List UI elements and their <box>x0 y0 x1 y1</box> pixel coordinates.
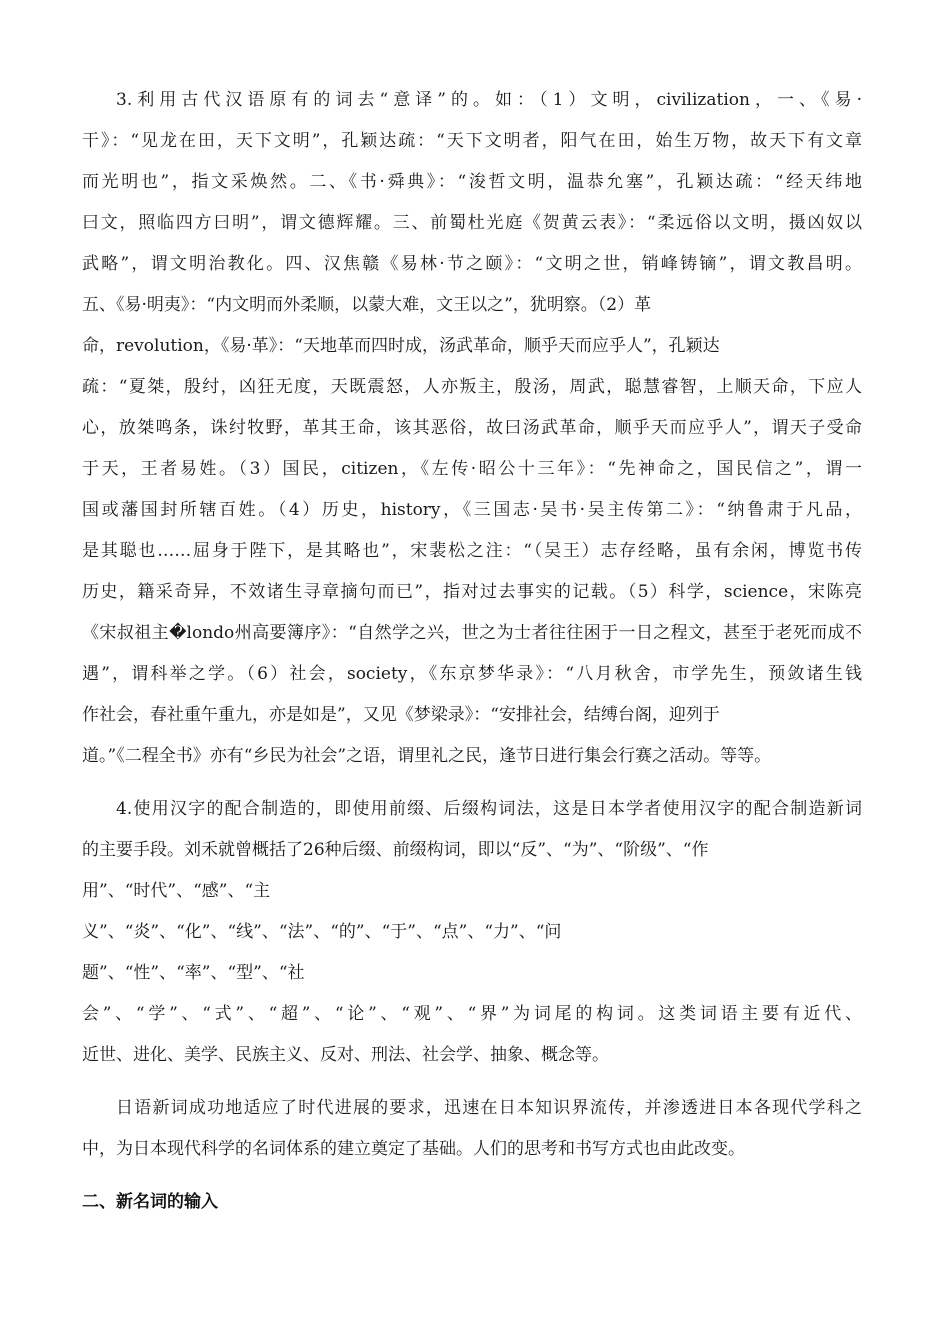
text-line: 干》：“见龙在田，天下文明”，孔颖达疏：“天下文明者，阳气在田，始生万物，故天下有文章 <box>82 131 862 151</box>
text-line: 的主要手段。刘禾就曾概括了26种后缀、前缀构词，即以“反”、“为”、“阶级”、“作 <box>82 840 709 860</box>
text-line: 4.使用汉字的配合制造的，即使用前缀、后缀构词法，这是日本学者使用汉字的配合制造新词 <box>116 799 862 819</box>
text-line: 题”、“性”、“率”、“型”、“社 <box>82 963 305 983</box>
text-line: 日语新词成功地适应了时代进展的要求，迅速在日本知识界流传，并渗透进日本各现代学科之 <box>116 1098 862 1118</box>
text-line: 武略”，谓文明治教化。四、汉焦赣《易林·节之颐》：“文明之世，销峰铸镝”，谓文教昌明。 <box>82 254 862 274</box>
text-line: 道。”《二程全书》亦有“乡民为社会”之语，谓里礼之民，逢节日进行集会行赛之活动。等等。 <box>82 746 772 766</box>
text-line: 命，revolution，《易·革》：“天地革而四时成，汤武革命，顺乎天而应乎人”，孔颖达 <box>82 336 720 356</box>
paragraph-spacer <box>82 777 862 789</box>
text-line: 3.利用古代汉语原有的词去“意译”的。如：（1）文明，civilization，一、《易· <box>116 90 862 110</box>
document-page <box>82 80 862 1223</box>
text-line: 曰文，照临四方曰明”，谓文德辉耀。三、前蜀杜光庭《贺黄云表》：“柔远俗以文明，摄凶奴以 <box>82 213 862 233</box>
text-line: 于天，王者易姓。（3）国民，citizen，《左传·昭公十三年》：“先神命之，国民信之”，谓一 <box>82 459 862 479</box>
text-line: 近世、进化、美学、民族主义、反对、刑法、社会学、抽象、概念等。 <box>82 1045 609 1065</box>
section-heading: 二、新名词的输入 <box>82 1192 218 1212</box>
text-line: 而光明也”，指文采焕然。二、《书·舜典》：“浚哲文明，温恭允塞”，孔颖达疏：“经天纬地 <box>82 172 862 192</box>
text-line: 是其聪也……屈身于陛下，是其略也”，宋裴松之注：“（吴王）志存经略，虽有余闲，博览书传 <box>82 541 862 561</box>
paragraph-spacer <box>82 1076 862 1088</box>
text-line: 义”、“炎”、“化”、“线”、“法”、“的”、“于”、“点”、“力”、“问 <box>82 922 562 942</box>
text-line: 用”、“时代”、“感”、“主 <box>82 881 271 901</box>
paragraph-5 <box>82 1088 862 1170</box>
text-line: 五、《易·明夷》：“内文明而外柔顺，以蒙大难，文王以之”，犹明察。（2）革 <box>82 295 652 315</box>
text-line: 会”、“学”、“式”、“超”、“论”、“观”、“界”为词尾的构词。这类词语主要有近代、 <box>82 1004 862 1024</box>
paragraph-spacer <box>82 1170 862 1182</box>
text-line: 疏：“夏桀，殷纣，凶狂无度，天既震怒，人亦叛主，殷汤，周武，聪慧睿智，上顺天命，下应人 <box>82 377 862 397</box>
text-line: 国或藩国封所辖百姓。（4）历史，history，《三国志·吴书·吴主传第二》：“纳鲁肃于凡品， <box>82 500 862 520</box>
text-line: 《宋叔祖主�londo州高要簿序》：“自然学之兴，世之为士者往往困于一日之程文，甚至于老死而成不 <box>82 623 862 643</box>
text-line: 心，放桀鸣条，诛纣牧野，革其王命，该其恶俗，故曰汤武革命，顺乎天而应乎人”，谓天子受命 <box>82 418 862 438</box>
text-line: 作社会，春社重午重九，亦是如是”，又见《梦梁录》：“安排社会，结缚台阁，迎列于 <box>82 705 720 725</box>
text-line: 遇”，谓科举之学。（6）社会，society，《东京梦华录》：“八月秋舍，市学先生，预敛诸生钱 <box>82 664 862 684</box>
paragraph-3 <box>82 80 862 777</box>
text-line: 中，为日本现代科学的名词体系的建立奠定了基础。人们的思考和书写方式也由此改变。 <box>82 1139 745 1159</box>
paragraph-4 <box>82 789 862 1076</box>
text-line: 历史，籍采奇异，不效诸生寻章摘句而已”，指对过去事实的记载。（5）科学，science，宋陈亮 <box>82 582 862 602</box>
